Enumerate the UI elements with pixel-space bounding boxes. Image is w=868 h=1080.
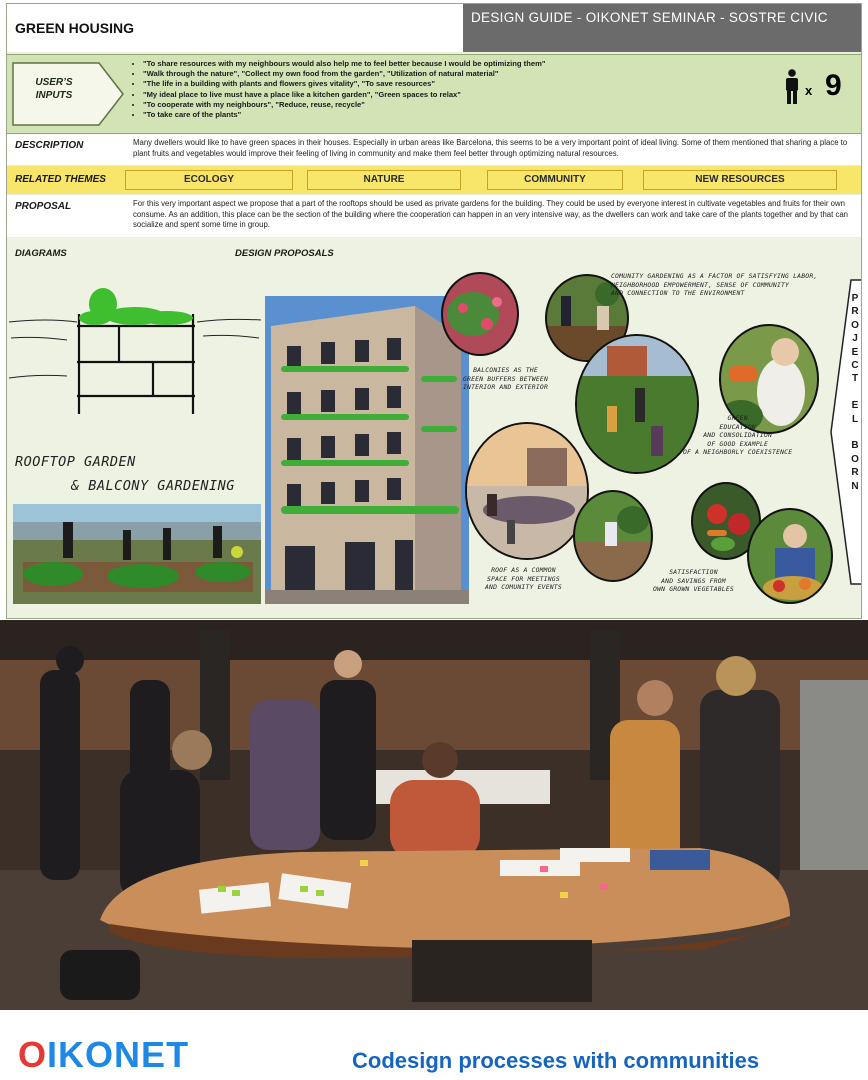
green-building-photo — [265, 296, 469, 604]
oikonet-logo — [18, 1034, 189, 1076]
proposal-label: PROPOSAL — [15, 201, 72, 212]
list-item: • "My ideal place to live must have a place like a kitchen garden", "Green spaces to relax" — [143, 90, 545, 100]
users-inputs-band — [7, 54, 862, 134]
list-item: • "Walk through the nature", "Collect my own food from the garden", "Utilization of natural material" — [143, 69, 545, 79]
side-label-letters: P R O J E C T E L B O R N — [851, 293, 859, 492]
workshop-photo — [0, 620, 868, 1010]
poster-title: GREEN HOUSING — [15, 20, 135, 36]
logo-letter: O — [18, 1034, 48, 1075]
tagline: Codesign processes with communities — [352, 1048, 760, 1073]
related-themes-row — [7, 166, 862, 194]
balcony-flowers-photo — [441, 272, 519, 356]
list-item: • "To share resources with my neighbours would also help me to feel better because I would be optimizing them" — [143, 59, 545, 69]
logo-letter: K — [58, 1034, 86, 1075]
community-garden-photo-2 — [575, 334, 699, 474]
diagrams-section — [7, 238, 862, 619]
rooftop-garden-photo — [13, 504, 261, 604]
caption-community-gardening: COMUNITY GARDENING AS A FACTOR OF SATISFYING LABOR, NEIGHBORHOOD EMPOWERMENT, SENSE OF COMMUNITY AND CONNECTION TO THE ENVIRONMENT — [611, 272, 818, 297]
sketch-title-line1: ROOFTOP GARDEN — [15, 454, 136, 470]
theme-ecology: ECOLOGY — [125, 170, 293, 190]
caption-vegetable-savings: SATISFACTION AND SAVINGS FROM OWN GROWN VEGETABLES — [653, 568, 734, 593]
rooftop-meeting-photo — [465, 422, 589, 560]
logo-letter: I — [47, 1034, 59, 1075]
caption-green-education: GREEN EDUCATION AND CONSOLIDATION OF GOOD EXAMPLE OF A NEIGHBORLY COEXISTENCE — [683, 414, 793, 456]
description-label: DESCRIPTION — [15, 140, 84, 151]
garden-kids-photo — [573, 490, 653, 582]
proposal-row — [7, 195, 862, 237]
theme-community: COMMUNITY — [487, 170, 623, 190]
users-inputs-label: USER’S INPUTS — [35, 77, 73, 101]
footer — [0, 1010, 868, 1080]
list-item: • "To take care of the plants" — [143, 110, 545, 120]
theme-new-resources: NEW RESOURCES — [643, 170, 837, 190]
person-icon — [783, 69, 801, 105]
user-quotes-list — [129, 59, 545, 120]
harvest-photo — [747, 508, 833, 604]
poster-subtitle: DESIGN GUIDE - OIKONET SEMINAR - SOSTRE CIVIC — [463, 4, 862, 52]
list-item: • "The life in a building with plants and flowers gives vitality", "To save resources" — [143, 79, 545, 89]
theme-nature: NATURE — [307, 170, 461, 190]
diagrams-label: DIAGRAMS — [15, 248, 67, 259]
logo-letter: O — [85, 1034, 115, 1075]
logo-letter: T — [166, 1034, 190, 1075]
related-themes-label: RELATED THEMES — [15, 174, 106, 185]
description-text: Many dwellers would like to have green spaces in their houses. Especially in urban areas like Barcelona, this seems to be a very important point of ideal living. Some of them mentioned that sharing a place to plant fruits and vegetables would improve their feeling of living in community and make them feel better through optimizing natural resources. — [133, 138, 848, 158]
design-guide-poster — [6, 3, 862, 619]
poster-header — [7, 4, 862, 52]
proposal-text: For this very important aspect we propose that a part of the rooftops should be used as private gardens for the building. They could be used by everyone interest in cultivate vegetables and fruits for their own consume. As an addition, this place can be the section of the building where the cooperation can happen in an very intensive way, as the dwellers can work and take care of the plants together and by that can socialize and spent some time in group. — [133, 199, 849, 229]
caption-balconies: BALCONIES AS THE GREEN BUFFERS BETWEEN INTERIOR AND EXTERIOR — [463, 366, 548, 391]
logo-letter: N — [114, 1034, 142, 1075]
participant-count: 9 — [825, 69, 842, 102]
rooftop-sketch-diagram — [7, 278, 263, 418]
sketch-title-line2: & BALCONY GARDENING — [71, 478, 235, 494]
design-proposals-label: DESIGN PROPOSALS — [235, 248, 334, 259]
project-el-born-label — [829, 278, 862, 586]
list-item: • "To cooperate with my neighbours", "Reduce, reuse, recycle" — [143, 100, 545, 110]
logo-letter: E — [141, 1034, 167, 1075]
description-row — [7, 134, 862, 165]
multiplier-sign: x — [805, 83, 813, 98]
caption-roof-common-space: ROOF AS A COMMON SPACE FOR MEETINGS AND COMUNITY EVENTS — [485, 566, 562, 591]
